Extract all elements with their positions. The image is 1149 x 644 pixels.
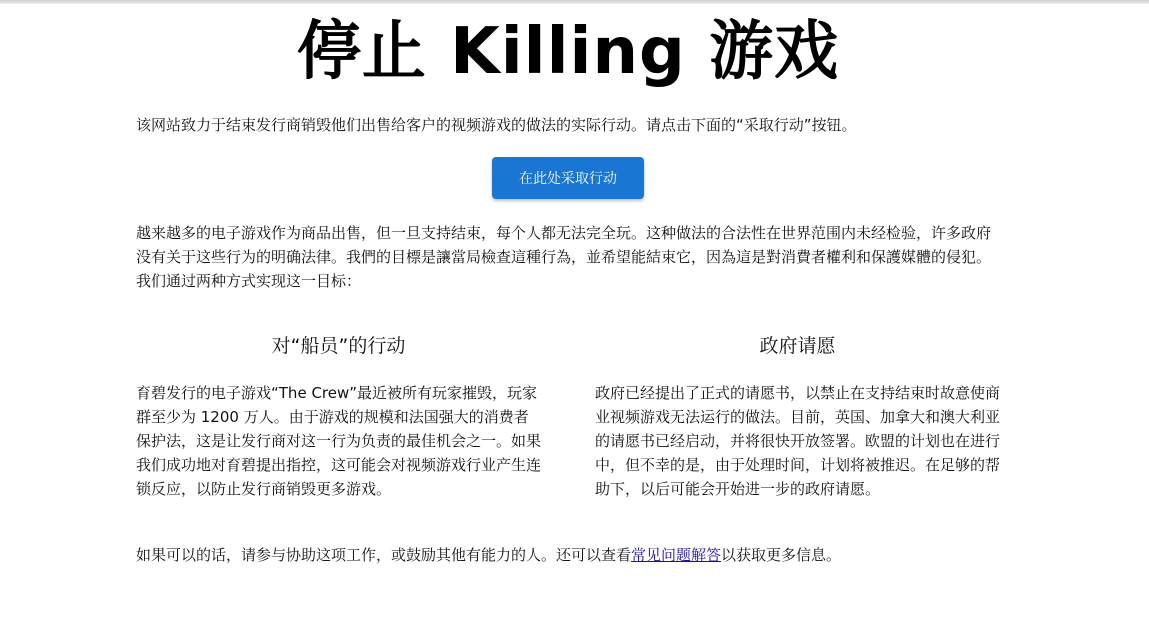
- intro-text: 该网站致力于结束发行商销毁他们出售给客户的视频游戏的做法的实际行动。请点击下面的“采取行动”按钮。: [136, 116, 857, 134]
- crew-action-column: [136, 333, 541, 501]
- crew-action-heading: 对“船员”的行动: [271, 335, 406, 357]
- summary-text: 越来越多的电子游戏作为商品出售，但一旦支持结束，每个人都无法完全玩。这种做法的合法性在世界范围内未经检验，许多政府没有关于这些行为的明确法律。我們的目標是讓當局檢查這種行為，並希望能結束它，因為這是對消費者權利和保護媒體的侵犯。我们通过两种方式实现这一目标：: [136, 224, 992, 290]
- closing-text: [136, 544, 1000, 566]
- faq-link[interactable]: 常见问题解答: [631, 546, 722, 564]
- petition-heading: 政府请愿: [759, 335, 836, 357]
- petition-column: [595, 333, 1000, 501]
- crew-action-text: 育碧发行的电子游戏“The Crew”最近被所有玩家摧毁，玩家群至少为 1200 万人。由于游戏的规模和法国强大的消费者保护法，这是让发行商对这一行为负责的最佳机会之一。如果我们成功地对育碧提出指控，这可能会对视频游戏行业产生连锁反应，以防止发行商销毁更多游戏。: [136, 384, 542, 498]
- action-columns: [136, 333, 1000, 501]
- petition-text: 政府已经提出了正式的请愿书，以禁止在支持结束时故意使商业视频游戏无法运行的做法。目前，英国、加拿大和澳大利亚的请愿书已经启动，并将很快开放签署。欧盟的计划也在进行中，但不幸的是，由于处理时间，计划将被推迟。在足够的帮助下，以后可能会开始进一步的政府请愿。: [595, 384, 1001, 498]
- page-title: 停止 Killing 游戏: [296, 15, 840, 89]
- take-action-button[interactable]: 在此处采取行动: [492, 157, 644, 199]
- closing-text-after: 以获取更多信息。: [721, 546, 842, 564]
- cta-container: [136, 157, 1000, 199]
- page-content: [136, 0, 1000, 566]
- closing-text-before: 如果可以的话，请参与协助这项工作，或鼓励其他有能力的人。还可以查看: [136, 546, 632, 564]
